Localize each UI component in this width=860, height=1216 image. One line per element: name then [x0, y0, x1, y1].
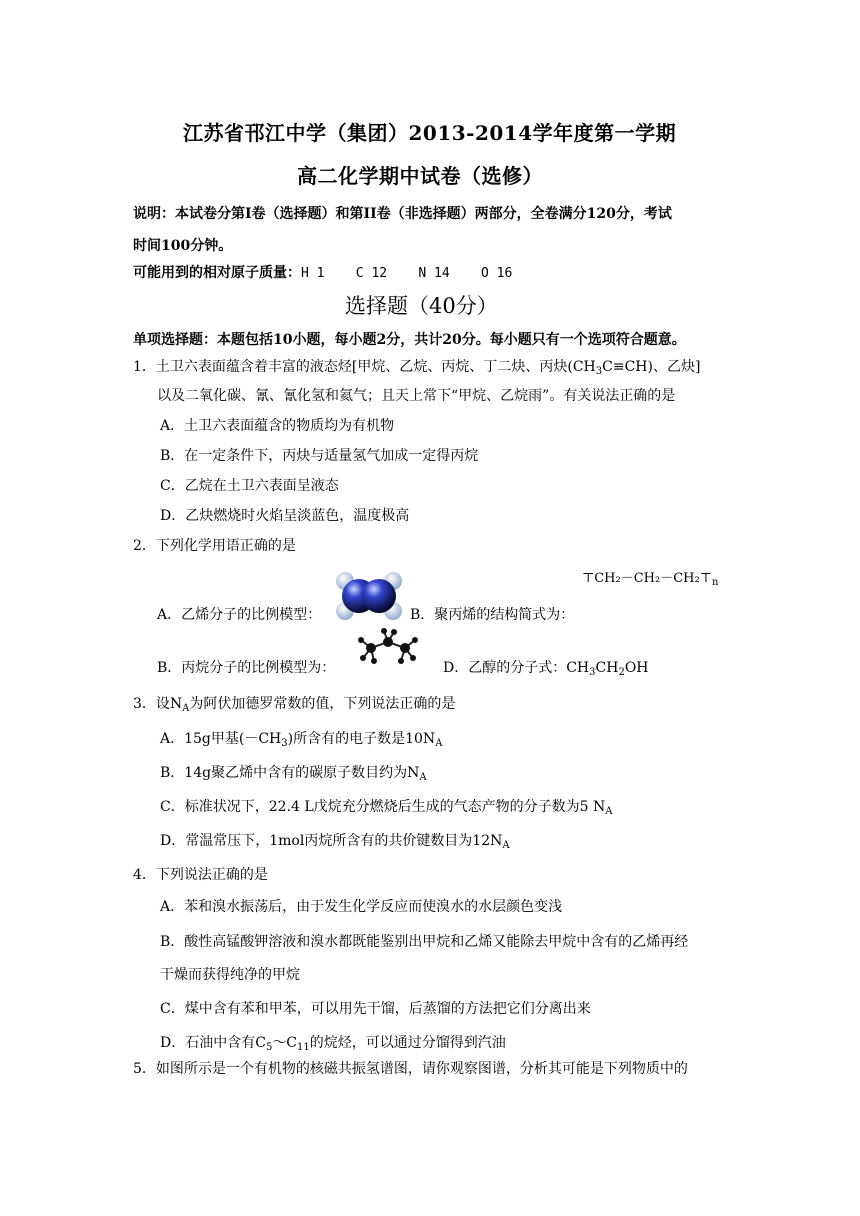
- q1-option-c: C．乙烷在土卫六表面呈液态: [160, 478, 339, 494]
- q2-option-d: [443, 657, 649, 677]
- q4-stem: 4．下列说法正确的是: [133, 867, 268, 883]
- q4-optD-sub11: 11: [297, 1042, 310, 1053]
- q2-option-b: B．聚丙烯的结构简式为：: [410, 607, 575, 623]
- q3-stem-b: 为阿伏加德罗常数的值，下列说法正确的是: [189, 696, 456, 712]
- q3-option-d: [160, 830, 510, 850]
- q3-option-b: [160, 762, 427, 782]
- exam-title-line1: 江苏省邗江中学（集团）2013-2014学年度第一学期: [183, 121, 677, 145]
- instructions-line2: 时间100分钟。: [133, 238, 233, 254]
- q2-option-a: A．乙烯分子的比例模型：: [157, 607, 322, 623]
- q3-optB-text: B．14g聚乙烯中含有的碳原子数目约为N: [160, 765, 420, 781]
- q3-optB-subA: A: [419, 772, 427, 783]
- q3-optA-sub3: 3: [281, 738, 288, 749]
- q3-optC-subA: A: [605, 806, 613, 817]
- q2-optD-sub2: 2: [618, 667, 625, 678]
- q1-stem-b: C≡CH)、乙炔]: [602, 359, 701, 375]
- q3-optD-subA: A: [502, 840, 510, 851]
- q3-option-a: [160, 728, 442, 748]
- q3-stem-a: 3．设N: [133, 696, 183, 712]
- q3-option-c: [160, 796, 612, 816]
- q4-option-a: A．苯和溴水振荡后，由于发生化学反应而使溴水的水层颜色变浅: [160, 899, 563, 915]
- q1-option-a: A．土卫六表面蕴含的物质均为有机物: [160, 418, 395, 434]
- exam-title-line2: 高二化学期中试卷（选修）: [297, 164, 543, 188]
- atomic-masses-label: 可能用到的相对原子质量：: [133, 265, 301, 281]
- q3-stem-subA: A: [182, 703, 190, 714]
- q1-sub3: 3: [595, 366, 603, 377]
- q1-option-b: B．在一定条件下，丙炔与适量氢气加成一定得丙烷: [160, 448, 479, 464]
- q5-stem: 5．如图所示是一个有机物的核磁共振氢谱图，请你观察图谱，分析其可能是下列物质中的: [133, 1061, 688, 1077]
- section-title: 选择题（40分）: [345, 294, 498, 318]
- q2-optD-sub3: 3: [589, 667, 596, 678]
- q3-optC-text: C．标准状况下，22.4 L戊烷充分燃烧后生成的气态产物的分子数为5 N: [160, 799, 606, 815]
- q4-option-b-line1: B．酸性高锰酸钾溶液和溴水都既能鉴别出甲烷和乙烯又能除去甲烷中含有的乙烯再经: [160, 934, 689, 950]
- q4-option-b-line2: 干燥而获得纯净的甲烷: [160, 967, 300, 983]
- q1-stem-a: 1．土卫六表面蕴含着丰富的液态烃[甲烷、乙烷、丙烷、丁二炔、丙炔(CH: [133, 359, 596, 375]
- q3-stem: [133, 693, 455, 713]
- bracket-left: ⊤: [582, 571, 595, 586]
- polymer-chain: CH₂－CH₂－CH₂: [594, 571, 700, 586]
- q4-optD-sub5: 5: [265, 1042, 273, 1053]
- instructions-line1: 说明：本试卷分第Ⅰ卷（选择题）和第II卷（非选择题）两部分，全卷满分120分，考试: [133, 206, 672, 222]
- q4-option-c: C．煤中含有苯和甲苯，可以用先干馏，后蒸馏的方法把它们分离出来: [160, 1001, 591, 1017]
- q3-optA-subA: A: [435, 738, 443, 749]
- q4-optD-c: 的烷烃，可以通过分馏得到汽油: [309, 1035, 506, 1051]
- q4-option-d: [160, 1032, 506, 1052]
- q3-optA-b: )所含有的电子数是10N: [287, 731, 436, 747]
- q2-optD-a: D．乙醇的分子式：CH: [443, 660, 590, 676]
- polymer-n: n: [711, 577, 719, 588]
- q2-optD-b: CH: [595, 660, 619, 676]
- q2-stem: 2．下列化学用语正确的是: [133, 538, 296, 554]
- q2-optD-c: OH: [624, 660, 649, 676]
- q1-stem: [133, 356, 700, 376]
- bracket-right: ⊤: [699, 571, 712, 586]
- atomic-masses-values: H 1 C 12 N 14 O 16: [301, 266, 513, 281]
- q3-optA-a: A．15g甲基(－CH: [160, 731, 282, 747]
- section-intro: 单项选择题：本题包括10小题，每小题2分，共计20分。每小题只有一个选项符合题意。: [133, 332, 686, 348]
- ethylene-space-filling-model-image: [333, 570, 405, 622]
- q4-optD-a: D．石油中含有C: [160, 1035, 266, 1051]
- q1-stem-line2: 以及二氧化碳、氰、氰化氢和氦气；且天上常下“甲烷、乙烷雨”。有关说法正确的是: [157, 388, 676, 404]
- atomic-masses: [133, 262, 512, 282]
- polypropylene-formula: [582, 567, 718, 586]
- q2-option-c: B．丙烷分子的比例模型为：: [157, 660, 336, 676]
- q3-optD-text: D．常温常压下，1mol丙烷所含有的共价键数目为12N: [160, 833, 503, 849]
- q1-option-d: D．乙炔燃烧时火焰呈淡蓝色，温度极高: [160, 508, 410, 524]
- q4-optD-b: ～C: [272, 1035, 298, 1051]
- propane-ball-stick-model-image: [357, 628, 419, 666]
